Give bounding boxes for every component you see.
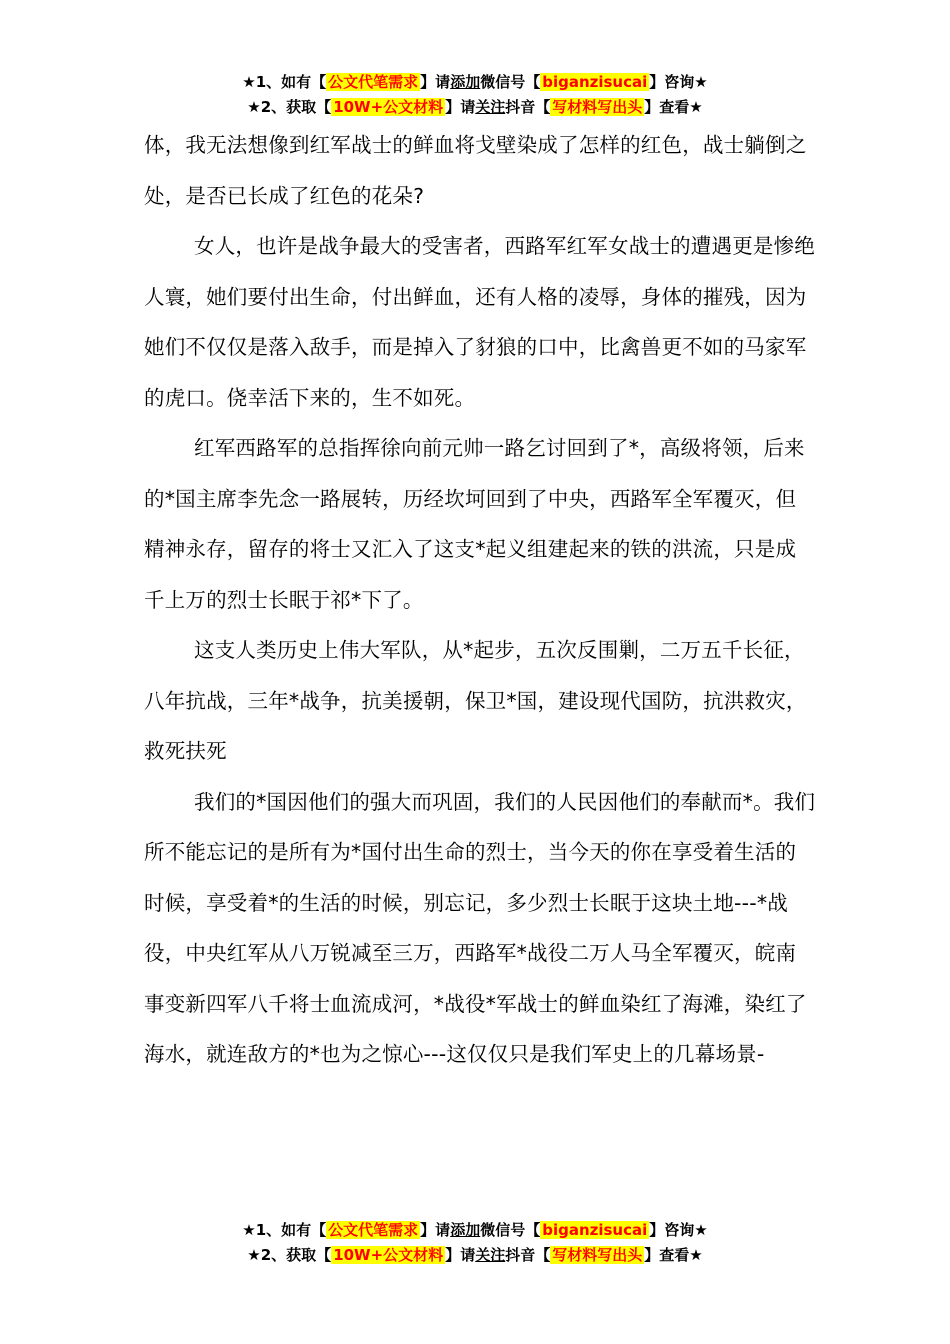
banner-text: ★2、获取【	[247, 98, 332, 116]
banner-line-1	[0, 70, 950, 95]
banner-emphasis: 添加	[450, 1221, 481, 1239]
banner-text: ★2、获取【	[247, 1246, 332, 1264]
highlight-service: 公文代笔需求	[328, 73, 419, 91]
banner-text: 】请	[420, 73, 451, 91]
paragraph: 女人，也许是战争最大的受害者，西路军红军女战士的遭遇更是惨绝人寰，她们要付出生命，付出鲜血，还有人格的凌辱，身体的摧残，因为她们不仅仅是落入敌手，而是掉入了豺狼的口中，比禽兽更不如的马家军的虎口。侥幸活下来的，生不如死。	[144, 234, 815, 410]
highlight-service: 公文代笔需求	[328, 1221, 419, 1239]
paragraph: 我们的*国因他们的强大而巩固，我们的人民因他们的奉献而*。我们所不能忘记的是所有为*国付出生命的烈士，当今天的你在享受着生活的时候，享受着*的生活的时候，别忘记，多少烈士长眠于这块土地---*战役，中央红军从八万锐减至三万，西路军*战役二万人马全军覆灭，皖南事变新四军八千将士血流成河，*战役*军战士的鲜血染红了海滩，染红了海水，就连敌方的*也为之惊心---这仅仅只是我们军史上的几幕场景-	[144, 789, 816, 1066]
banner-text: 抖音【	[505, 98, 551, 116]
banner-text: 】请	[420, 1221, 451, 1239]
document-body	[144, 120, 816, 1080]
banner-line-2	[0, 95, 950, 120]
banner-text: ★1、如有【	[242, 1221, 327, 1239]
banner-emphasis: 添加	[450, 73, 481, 91]
banner-emphasis: 关注	[475, 98, 506, 116]
banner-emphasis: 关注	[475, 1246, 506, 1264]
banner-text: 】咨询★	[649, 1221, 708, 1239]
banner-text: 】请	[445, 98, 476, 116]
highlight-material: 10W+公文材料	[333, 1246, 444, 1264]
paragraph: 体，我无法想像到红军战士的鲜血将戈壁染成了怎样的红色，战士躺倒之处，是否已长成了红色的花朵?	[144, 133, 807, 208]
banner-text: 】查看★	[644, 1246, 703, 1264]
banner-text: 微信号【	[480, 73, 541, 91]
paragraph: 这支人类历史上伟大军队，从*起步，五次反围剿，二万五千长征，八年抗战，三年*战争，抗美援朝，保卫*国，建设现代国防，抗洪救灾，救死扶死	[144, 638, 807, 763]
footer-banner	[0, 1218, 950, 1268]
banner-text: 】咨询★	[649, 73, 708, 91]
highlight-account: 写材料写出头	[552, 1246, 643, 1264]
banner-text: 抖音【	[505, 1246, 551, 1264]
header-banner	[0, 70, 950, 120]
banner-text: 】请	[445, 1246, 476, 1264]
banner-line-2	[0, 1243, 950, 1268]
banner-text: ★1、如有【	[242, 73, 327, 91]
highlight-account: 写材料写出头	[552, 98, 643, 116]
banner-text: 】查看★	[644, 98, 703, 116]
banner-text: 微信号【	[480, 1221, 541, 1239]
paragraph: 红军西路军的总指挥徐向前元帅一路乞讨回到了*，高级将领，后来的*国主席李先念一路展转，历经坎坷回到了中央，西路军全军覆灭，但精神永存，留存的将士又汇入了这支*起义组建起来的铁的洪流，只是成千上万的烈士长眠于祁*下了。	[144, 436, 805, 612]
banner-line-1	[0, 1218, 950, 1243]
highlight-material: 10W+公文材料	[333, 98, 444, 116]
highlight-wechat-id: biganzisucai	[542, 1221, 648, 1239]
highlight-wechat-id: biganzisucai	[542, 73, 648, 91]
